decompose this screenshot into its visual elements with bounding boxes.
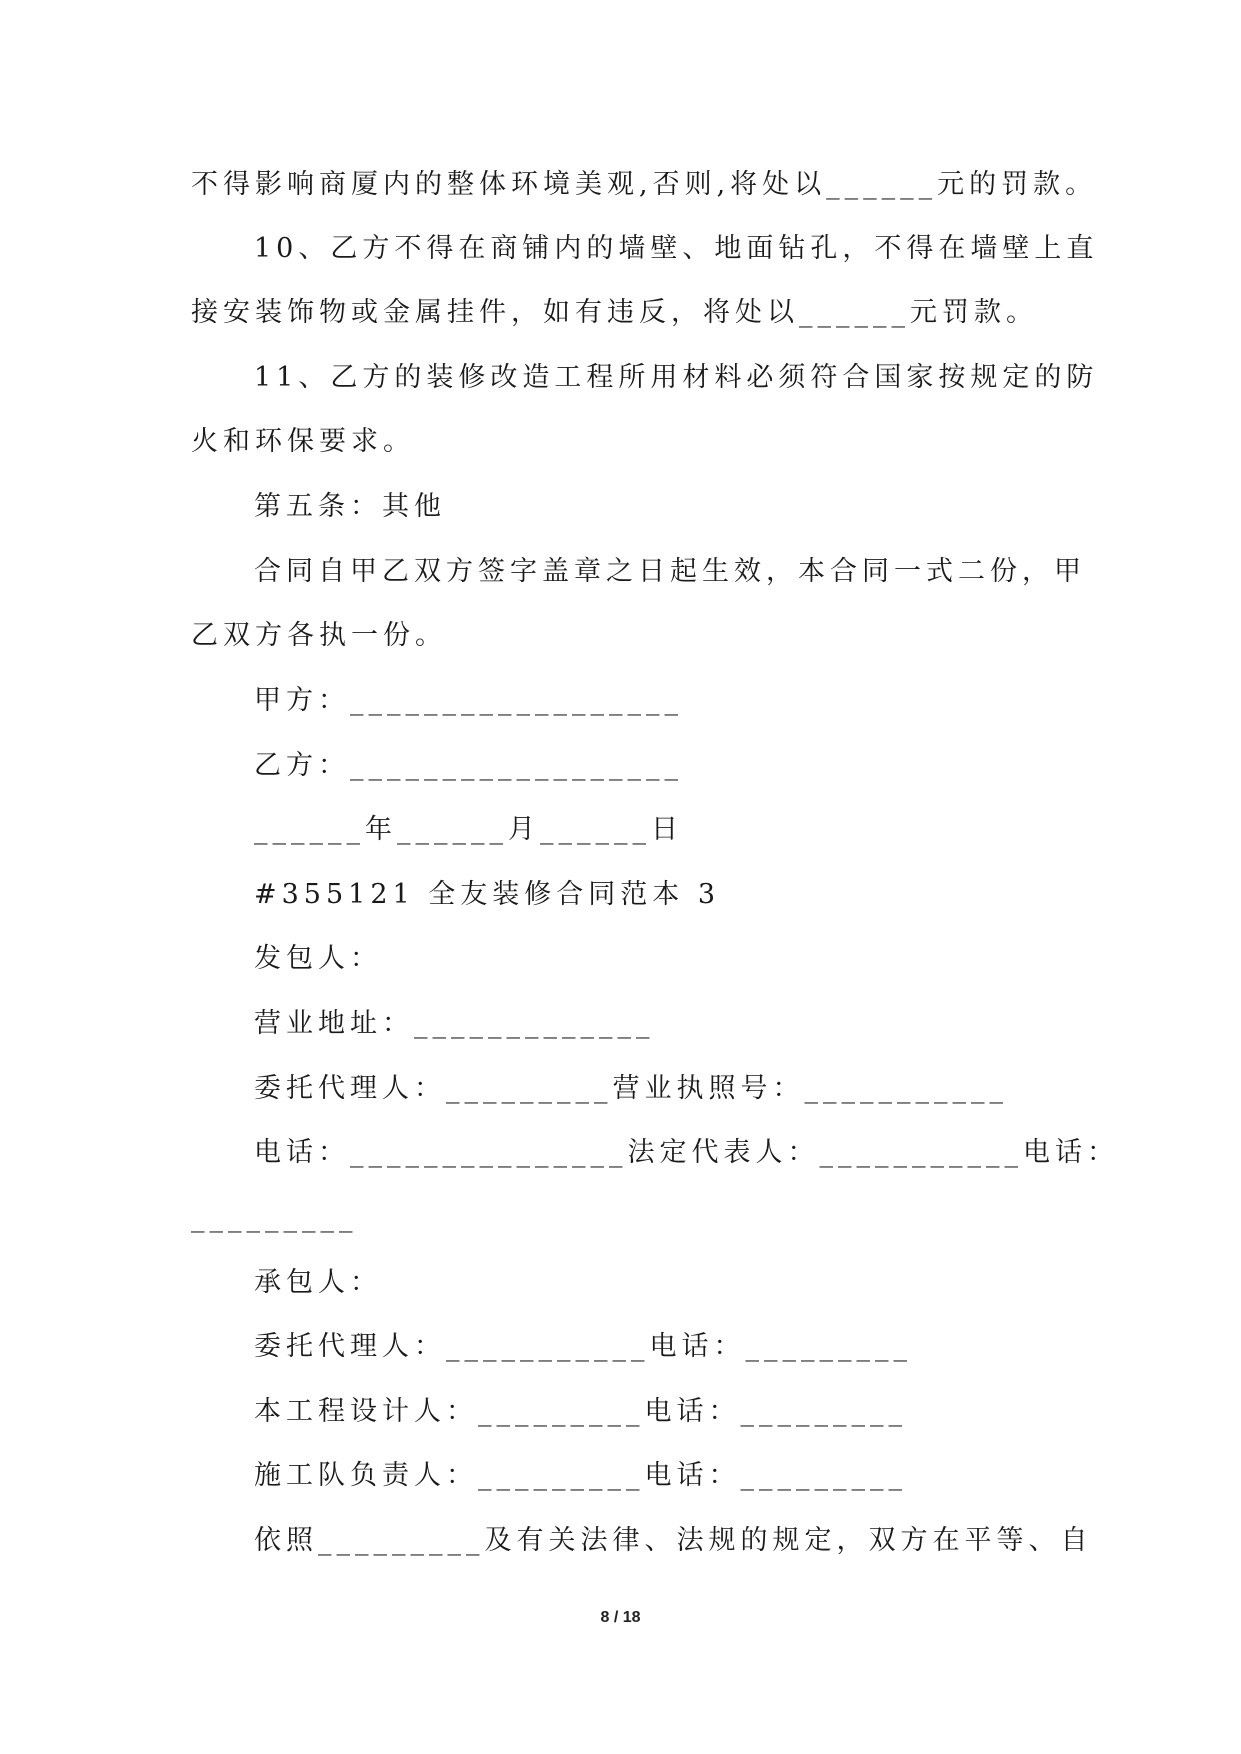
text-line: _________ [191,1202,358,1233]
text-line: 发包人： [254,943,382,974]
text-line: 接安装饰物或金属挂件，如有违反，将处以______元罚款。 [191,297,1038,328]
text-line: 10、乙方不得在商铺内的墙壁、地面钻孔，不得在墙壁上直 [254,233,1099,264]
text-line: 依照_________及有关法律、法规的规定，双方在平等、自 [254,1525,1093,1556]
text-line: 火和环保要求。 [191,426,415,457]
text-line: 委托代理人：___________电话：_________ [254,1331,912,1362]
signature-party-a: 甲方：__________________ [254,685,683,716]
text-line: 承包人： [254,1267,382,1298]
text-line: 营业地址：_____________ [254,1008,655,1039]
text-line: 委托代理人：_________营业执照号：___________ [254,1073,1008,1104]
text-line: 施工队负责人：_________电话：_________ [254,1460,907,1491]
signature-date: ______年______月______日 [254,814,683,845]
text-line: 本工程设计人：_________电话：_________ [254,1396,907,1427]
text-line: 合同自甲乙双方签字盖章之日起生效，本合同一式二份，甲 [254,556,1086,587]
signature-party-b: 乙方：__________________ [254,750,683,781]
text-line: 11、乙方的装修改造工程所用材料必须符合国家按规定的防 [254,362,1099,393]
text-line: 不得影响商厦内的整体环境美观,否则,将处以______元的罚款。 [191,169,1098,200]
page-number: 8 / 18 [600,1609,641,1626]
section-heading: 第五条：其他 [254,491,446,522]
document-title: #355121 全友装修合同范本 3 [254,879,721,910]
text-line: 乙双方各执一份。 [191,620,447,651]
text-line: 电话：_______________法定代表人：___________电话： [254,1137,1119,1168]
